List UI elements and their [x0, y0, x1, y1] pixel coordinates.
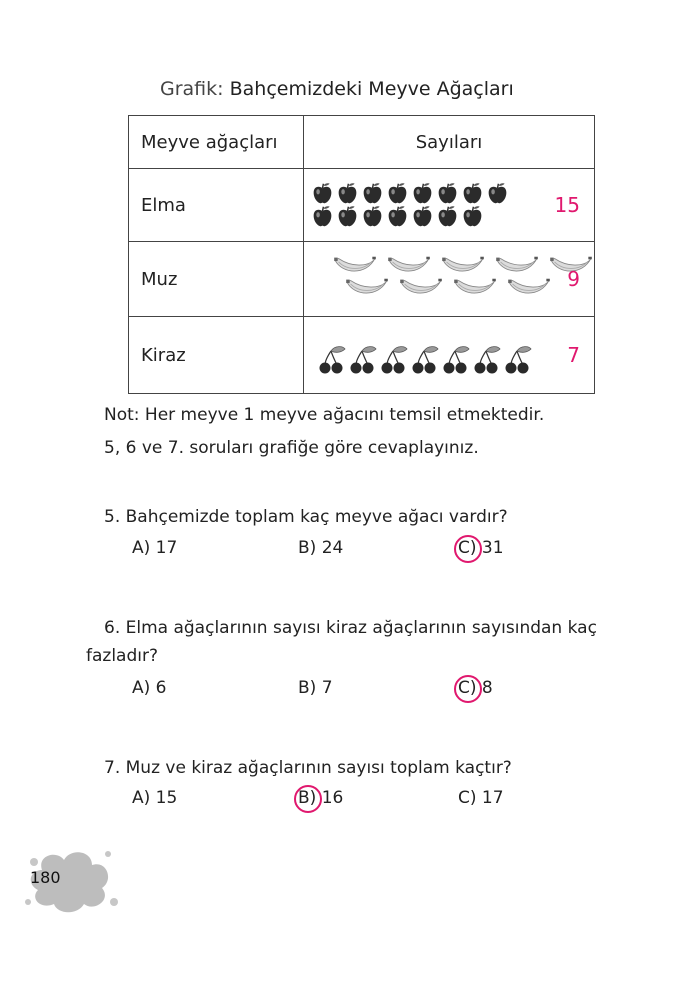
apple-icon — [336, 182, 359, 205]
apple-icon — [311, 182, 334, 205]
option-c[interactable] — [458, 678, 493, 698]
option-b[interactable]: B) 24 — [298, 538, 344, 558]
row-label-elma: Elma — [129, 169, 304, 242]
header-counts: Sayıları — [304, 116, 595, 169]
table-row — [129, 317, 595, 394]
row-label-muz: Muz — [129, 242, 304, 317]
apple-icon — [461, 182, 484, 205]
question-7: 7. Muz ve kiraz ağaçlarının sayısı toplam kaçtır? — [104, 758, 512, 778]
apple-icons-cell — [304, 169, 595, 242]
apple-icon — [411, 182, 434, 205]
apple-icon — [386, 205, 409, 228]
note-text: Her meyve 1 meyve ağacını temsil etmektedir. — [144, 405, 545, 425]
option-b[interactable] — [298, 788, 343, 808]
row-label-kiraz: Kiraz — [129, 317, 304, 394]
apple-icon — [311, 205, 334, 228]
handwritten-count-muz: 9 — [567, 267, 580, 291]
banana-icon — [345, 277, 389, 303]
cherry-icon — [472, 345, 502, 375]
option-b-label: B) 16 — [298, 788, 344, 808]
cherry-icon — [410, 345, 440, 375]
apple-icon — [361, 182, 384, 205]
cherry-icons-cell — [304, 317, 595, 394]
handwritten-count-kiraz: 7 — [567, 343, 580, 367]
graph-title — [160, 78, 514, 100]
cherry-icon — [317, 345, 347, 375]
cherry-icon — [379, 345, 409, 375]
apple-icon — [436, 182, 459, 205]
answer-circle — [294, 785, 322, 813]
apple-icons-row — [305, 205, 593, 228]
option-c-label: C) 31 — [458, 538, 504, 558]
option-a[interactable]: A) 17 — [132, 538, 178, 558]
option-c-label: C) 8 — [458, 678, 493, 698]
note-label: Not: — [104, 405, 140, 425]
apple-icon — [361, 205, 384, 228]
question-6-line1: 6. Elma ağaçlarının sayısı kiraz ağaçlarının sayısından kaç — [104, 618, 597, 638]
banana-icon — [453, 277, 497, 303]
apple-icon — [336, 205, 359, 228]
answer-circle — [454, 535, 482, 563]
option-b[interactable]: B) 7 — [298, 678, 333, 698]
option-c[interactable] — [458, 538, 504, 558]
option-a[interactable]: A) 15 — [132, 788, 178, 808]
cherry-icons-row — [305, 345, 593, 375]
question-5: 5. Bahçemizde toplam kaç meyve ağacı vardır? — [104, 507, 508, 527]
apple-icons-row — [305, 182, 593, 205]
banana-icons-cell — [304, 242, 595, 317]
note — [104, 405, 544, 425]
header-fruit-trees: Meyve ağaçları — [129, 116, 304, 169]
banana-icon — [507, 277, 551, 303]
cherry-icon — [348, 345, 378, 375]
apple-icon — [411, 205, 434, 228]
option-c[interactable]: C) 17 — [458, 788, 504, 808]
apple-icon — [436, 205, 459, 228]
answer-circle — [454, 675, 482, 703]
table-row — [129, 169, 595, 242]
table-row — [129, 242, 595, 317]
banana-icon — [399, 277, 443, 303]
option-a[interactable]: A) 6 — [132, 678, 167, 698]
pictograph-table — [128, 115, 595, 394]
cherry-icon — [441, 345, 471, 375]
instruction: 5, 6 ve 7. soruları grafiğe göre cevaplayınız. — [104, 438, 479, 458]
cherry-icon — [503, 345, 533, 375]
graph-title-label: Grafik: — [160, 78, 224, 100]
apple-icon — [386, 182, 409, 205]
page-number: 180 — [30, 868, 61, 887]
graph-title-text: Bahçemizdeki Meyve Ağaçları — [229, 78, 514, 100]
apple-icon — [486, 182, 509, 205]
apple-icon — [461, 205, 484, 228]
handwritten-count-elma: 15 — [554, 193, 580, 217]
question-6-line2: fazladır? — [86, 646, 158, 666]
